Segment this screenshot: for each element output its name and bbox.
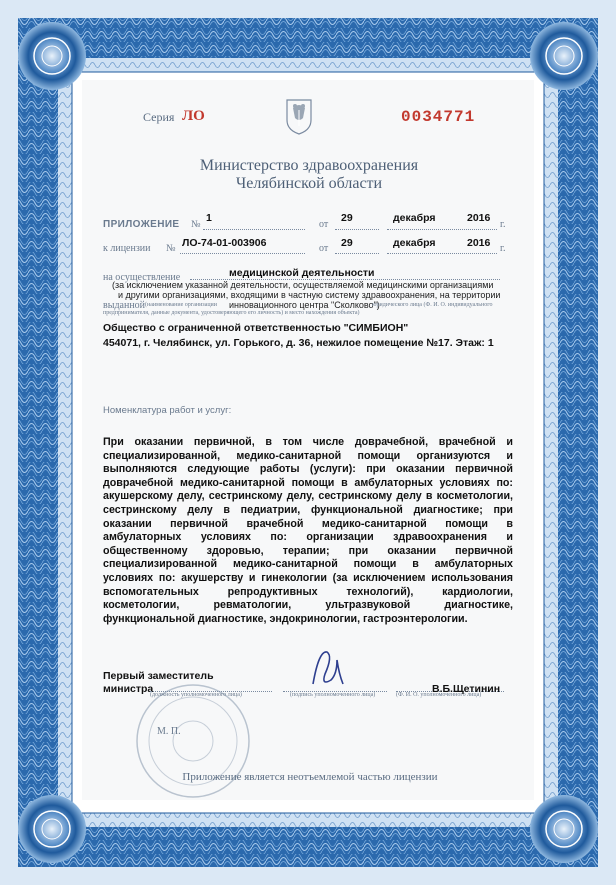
activity-note-line1: (за исключением указанной деятельности, осуществляемой медицинскими организациями bbox=[112, 280, 494, 290]
handwritten-signature bbox=[307, 644, 349, 690]
russian-coat-of-arms-icon bbox=[283, 96, 315, 136]
license-label: к лицензии bbox=[103, 243, 151, 254]
activity-value: медицинской деятельности bbox=[229, 267, 375, 279]
ministry-region: Челябинской области bbox=[235, 175, 383, 192]
organization-address: 454071, г. Челябинск, ул. Горького, д. 36, нежилое помещение №17. Этаж: 1 bbox=[103, 337, 494, 349]
issued-hint-left: (наименование организации bbox=[145, 302, 217, 308]
corner-rosette-top-left bbox=[18, 22, 86, 90]
nomenclature-label: Номенклатура работ и услуг: bbox=[103, 405, 232, 416]
appendix-year: 2016 bbox=[467, 212, 491, 224]
license-from: от bbox=[319, 243, 329, 254]
organization-name: Общество с ограниченной ответственностью "СИМБИОН" bbox=[103, 322, 409, 334]
license-day: 29 bbox=[341, 237, 353, 249]
appendix-day: 29 bbox=[341, 212, 353, 224]
series-label: Серия bbox=[143, 110, 175, 124]
issued-hint-line2: предпринимателя, данные документа, удостоверяющего его личность) и место нахождения объекта) bbox=[103, 310, 360, 316]
activity-prefix: на осуществление bbox=[103, 272, 181, 283]
signer-position-line1: Первый заместитель bbox=[103, 670, 214, 682]
signer-name: В.Б.Щетинин bbox=[432, 683, 501, 695]
hint-position: (должность уполномоченного лица) bbox=[150, 692, 242, 698]
series-value: ЛО bbox=[182, 108, 205, 124]
license-no-sign: № bbox=[166, 243, 176, 254]
appendix-year-suffix: г. bbox=[500, 219, 506, 230]
hint-name: (Ф. И. О. уполномоченного лица) bbox=[396, 692, 482, 698]
footer-note: Приложение является неотъемлемой частью лицензии bbox=[182, 771, 438, 783]
issued-prefix: выданной bbox=[103, 300, 146, 311]
stamp-label: М. П. bbox=[157, 726, 181, 737]
appendix-no-sign: № bbox=[191, 219, 201, 230]
nomenclature-text: При оказании первичной, в том числе доврачебной, врачебной и специализированной, медико-санитарной помощи организуются и выполняются следующие работы (услуги): при оказании первичной доврачебной медико-санитарной помощи в амбулаторных условиях по: акушерскому делу, сестринскому делу, сестринскому делу в косметологии, сестринскому делу в педиатрии, функциональной диагностике; при оказании первичной врачебной медико-санитарной помощи в амбулаторных условиях по: организации здравоохранения и общественному здоровью, терапии; при оказании первичной специализированной медико-санитарной помощи в амбулаторных условиях по: акушерству и гинекологии (за исключением использования вспомогательных репродуктивных технологий), кардиологии, косметологии, ревматологии, ультразвуковой диагностике, функциональной диагностике, эндокринологии, гастроэнтерологии. bbox=[103, 436, 513, 625]
appendix-from: от bbox=[319, 219, 329, 230]
ministry-name: Министерство здравоохранения bbox=[199, 157, 419, 174]
issued-value: инновационного центра "Сколково") bbox=[229, 300, 380, 310]
corner-rosette-bottom-right bbox=[530, 795, 598, 863]
corner-rosette-top-right bbox=[530, 22, 598, 90]
signer-position-line2: министра bbox=[103, 683, 154, 695]
appendix-label: ПРИЛОЖЕНИЕ bbox=[103, 219, 180, 230]
appendix-month: декабря bbox=[393, 212, 436, 224]
license-number: ЛО-74-01-003906 bbox=[182, 237, 267, 249]
hint-signature: (подпись уполномоченного лица) bbox=[290, 692, 376, 698]
form-number: 0034771 bbox=[401, 108, 476, 126]
license-year-suffix: г. bbox=[500, 243, 506, 254]
corner-rosette-bottom-left bbox=[18, 795, 86, 863]
license-month: декабря bbox=[393, 237, 436, 249]
issued-hint-right: юридического лица (Ф. И. О. индивидуального bbox=[372, 302, 493, 308]
activity-note-line2: и другими организациями, входящими в частную систему здравоохранения, на территории bbox=[118, 290, 501, 300]
license-year: 2016 bbox=[467, 237, 491, 249]
appendix-number: 1 bbox=[206, 212, 212, 224]
